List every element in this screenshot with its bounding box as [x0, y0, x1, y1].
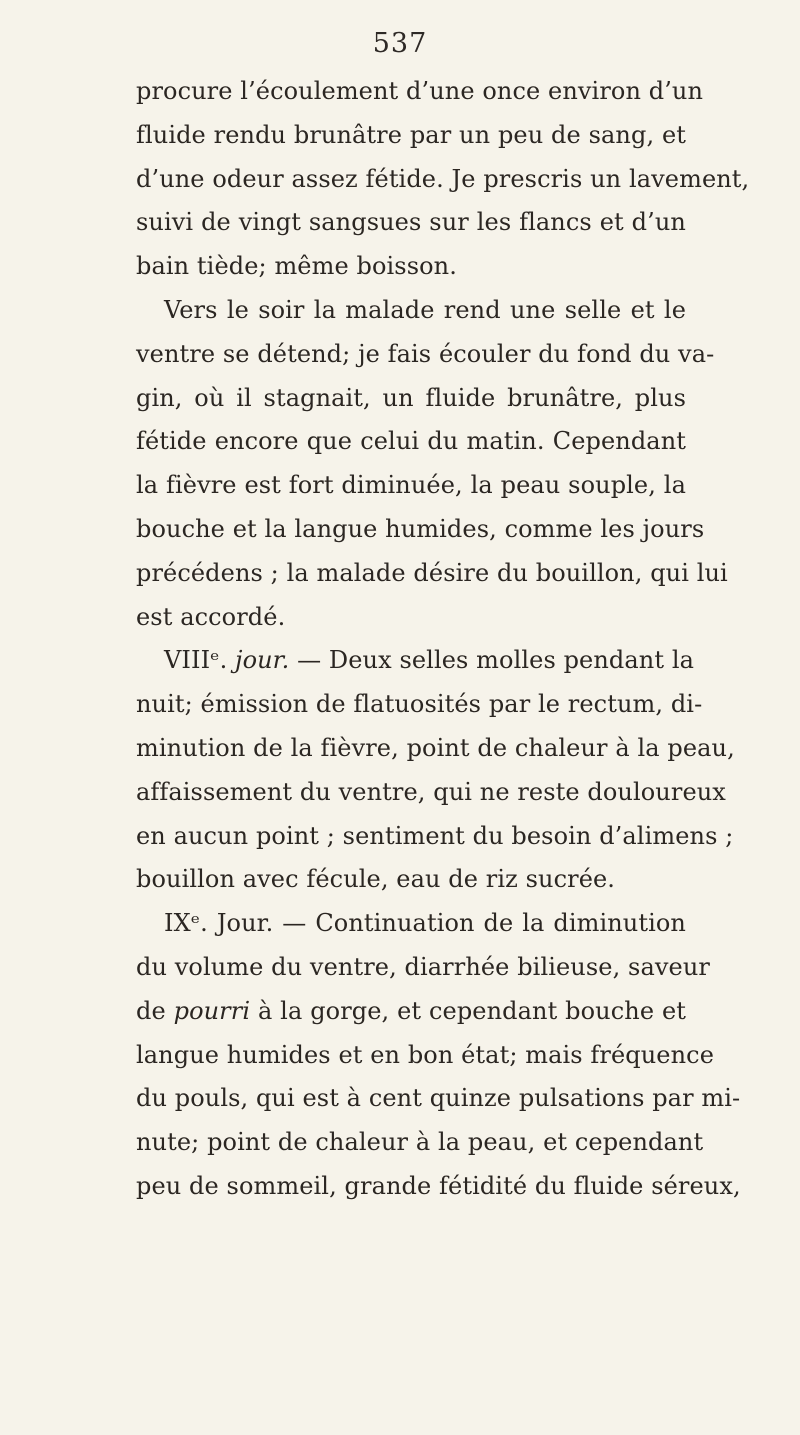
text-line: fétide encore que celui du matin. Cependant: [136, 427, 686, 456]
text-line: bouillon avec fécule, eau de riz sucrée.: [136, 865, 616, 894]
text-line: [136, 990, 686, 1034]
text-line: minution de la fièvre, point de chaleur à la peau,: [136, 733, 735, 762]
text-line: du pouls, qui est à cent quinze pulsations par mi-: [136, 1084, 741, 1113]
text-segment: de: [136, 996, 174, 1025]
text-line: bouche et la langue humides, comme les jours: [136, 514, 705, 543]
text-line: suivi de vingt sangsues sur les flancs et d’un: [136, 208, 686, 237]
text-line: du volume du ventre, diarrhée bilieuse, saveur: [136, 952, 710, 981]
text-line: bain tiède; même boisson.: [136, 252, 457, 281]
italic-word: pourri: [173, 996, 251, 1025]
page-number: 537: [372, 28, 428, 59]
text-line: gin, où il stagnait, un fluide brunâtre, plus: [136, 383, 686, 412]
day-word: jour.: [227, 646, 290, 675]
body-text: [136, 70, 750, 1209]
text-line: Vers le soir la malade rend une selle et le: [164, 295, 686, 324]
text-line: la fièvre est fort diminuée, la peau souple, la: [136, 471, 686, 500]
text-line: affaissement du ventre, qui ne reste douloureux: [136, 777, 726, 806]
text-line: IXᵉ. Jour. — Continuation de la diminution: [164, 909, 686, 938]
text-line: précédens ; la malade désire du bouillon, qui lui: [136, 558, 728, 587]
text-line: d’une odeur assez fétide. Je prescris un lavement,: [136, 164, 750, 193]
text-line: ventre se détend; je fais écouler du fond du va-: [136, 339, 715, 368]
text-line: procure l’écoulement d’une once environ d’un: [136, 77, 704, 105]
text-line: langue humides et en bon état; mais fréquence: [136, 1040, 715, 1069]
text-line: nute; point de chaleur à la peau, et cependant: [136, 1128, 704, 1157]
text-line: nuit; émission de flatuosités par le rectum, di-: [136, 690, 703, 719]
day-label: VIIIᵉ.: [164, 646, 228, 675]
text-line: fluide rendu brunâtre par un peu de sang, et: [136, 120, 686, 149]
text-line: est accordé.: [136, 602, 286, 631]
entry-text: — Deux selles molles pendant la: [289, 646, 695, 675]
text-line: peu de sommeil, grande fétidité du fluide séreux,: [136, 1171, 741, 1200]
text-segment: à la gorge, et cependant bouche et: [250, 996, 687, 1025]
text-line: en aucun point ; sentiment du besoin d’alimens ;: [136, 821, 734, 850]
text-line: [136, 639, 695, 683]
